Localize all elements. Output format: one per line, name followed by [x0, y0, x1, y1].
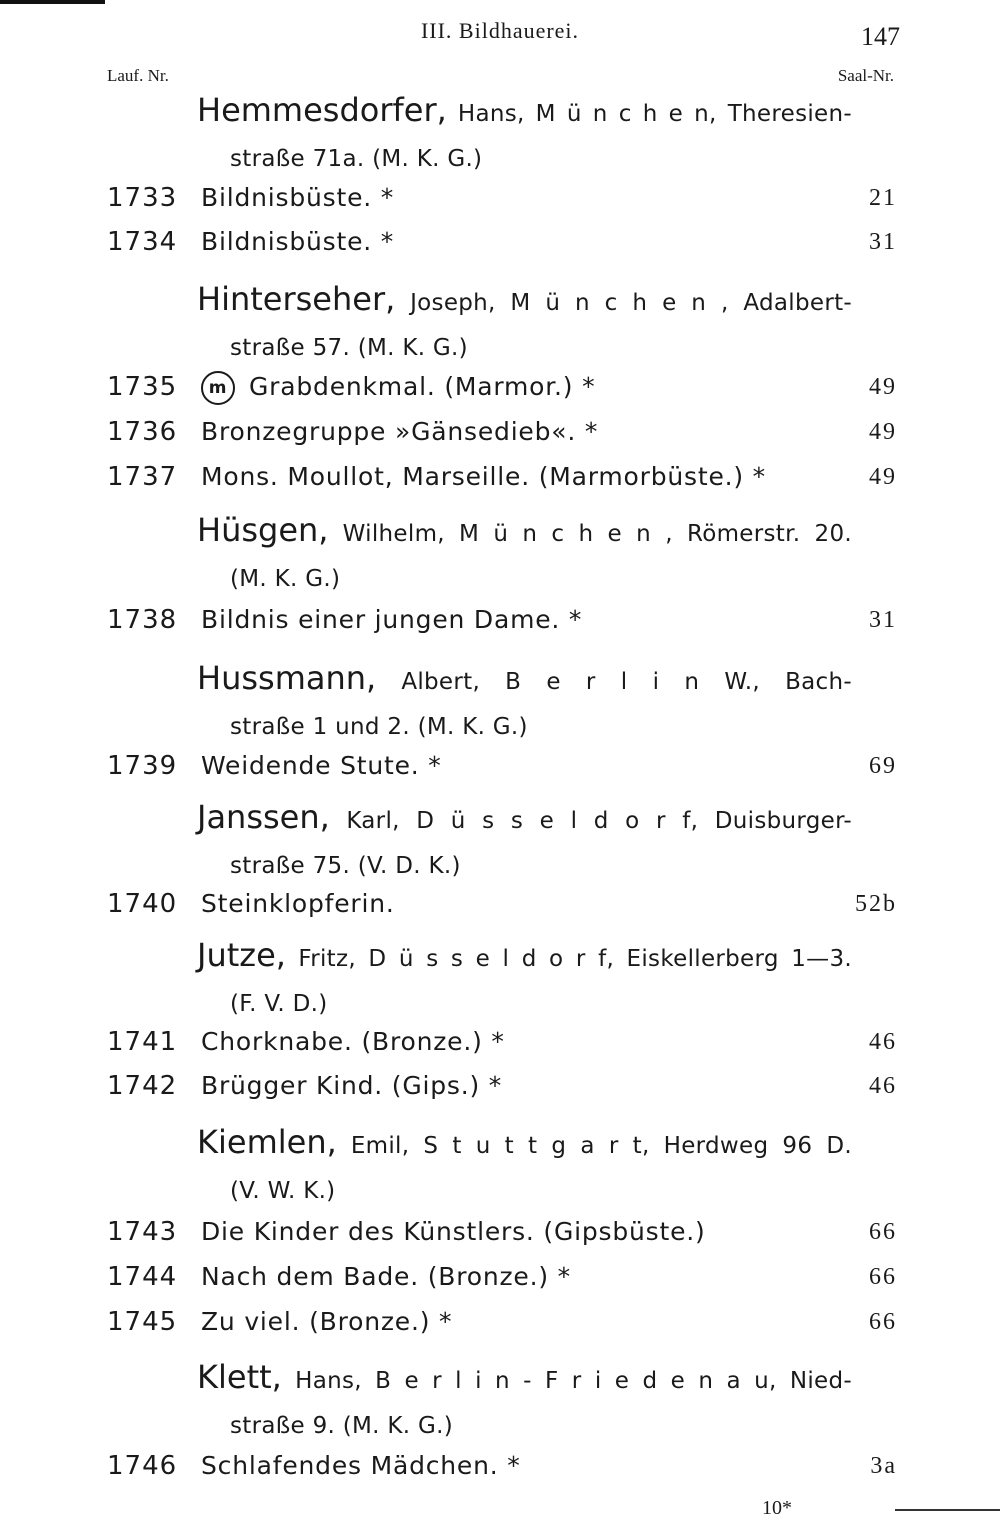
entry-room: 31: [869, 607, 897, 633]
catalog-entry: [107, 411, 897, 453]
artist-name: Hüsgen,: [197, 511, 329, 549]
catalog-entry: [107, 745, 897, 787]
artist-name: Hemmesdorfer,: [197, 91, 447, 129]
entry-number: 1736: [107, 417, 178, 447]
entry-room: 49: [869, 374, 897, 400]
entry-title: Bildnisbüste. *: [201, 183, 395, 212]
catalog-entry: [107, 177, 897, 219]
artist-heading: [197, 508, 852, 602]
entry-title: Zu viel. (Bronze.) *: [201, 1307, 453, 1336]
entry-room: 66: [869, 1264, 897, 1290]
artist-name: Klett,: [197, 1358, 282, 1396]
artist-address-line1: Emil, S t u t t g a r t, Herdweg 96 D.: [350, 1133, 852, 1159]
entry-room: 66: [869, 1309, 897, 1335]
page-number: 147: [861, 22, 900, 51]
artist-address-line2: straße 9. (M. K. G.): [230, 1413, 454, 1439]
artist-name: Hussmann,: [197, 659, 377, 697]
catalog-entry: [107, 1301, 897, 1343]
entry-title: Bildnisbüste. *: [201, 227, 395, 256]
artist-heading: [197, 656, 852, 750]
artist-address-line1: Wilhelm, M ü n c h e n , Römerstr. 20.: [342, 521, 852, 547]
artist-heading: [197, 1120, 852, 1214]
entry-number: 1737: [107, 462, 178, 492]
entry-title: Bildnis einer jungen Dame. *: [201, 605, 583, 634]
entry-room: 21: [869, 185, 897, 211]
entry-title: Die Kinder des Künstlers. (Gipsbüste.): [201, 1217, 706, 1246]
entry-title: Mons. Moullot, Marseille. (Marmorbüste.) *: [201, 462, 766, 491]
artist-heading: [197, 1355, 852, 1449]
medal-monogram-icon: m: [201, 371, 235, 405]
artist-address-line1: Joseph, M ü n c h e n , Adalbert-: [410, 290, 852, 316]
catalog-entry: [107, 1211, 897, 1253]
artist-name: Janssen,: [197, 798, 330, 836]
top-rule: [0, 0, 105, 4]
catalog-entry: [107, 221, 897, 263]
entry-number: 1738: [107, 605, 178, 635]
catalog-entry: [107, 366, 897, 408]
entry-room: 69: [869, 753, 897, 779]
catalog-entry: [107, 1445, 897, 1487]
artist-name: Kiemlen,: [197, 1123, 337, 1161]
entry-number: 1746: [107, 1451, 178, 1481]
entry-title: Weidende Stute. *: [201, 751, 442, 780]
artist-heading: [197, 795, 852, 889]
artist-address-line1: Fritz, D ü s s e l d o r f, Eiskellerberg 1—3.: [298, 946, 852, 972]
artist-address-line1: Karl, D ü s s e l d o r f, Duisburger-: [346, 808, 852, 834]
catalog-entry: [107, 1065, 897, 1107]
artist-address-line2: straße 71a. (M. K. G.): [230, 146, 483, 172]
entry-number: 1744: [107, 1262, 178, 1292]
column-head-saal-nr: Saal-Nr.: [837, 66, 894, 85]
entry-room: 3a: [870, 1453, 897, 1479]
entry-number: 1743: [107, 1217, 178, 1247]
entry-number: 1740: [107, 889, 178, 919]
entry-title: Nach dem Bade. (Bronze.) *: [201, 1262, 571, 1291]
artist-address-line2: straße 1 und 2. (M. K. G.): [230, 714, 528, 740]
artist-address-line1: Hans, M ü n c h e n, Theresien-: [457, 101, 852, 127]
catalog-entry: [107, 1021, 897, 1063]
artist-heading: [197, 277, 852, 371]
entry-number: 1739: [107, 751, 178, 781]
entry-room: 52b: [855, 891, 897, 917]
artist-address-line1: Albert, B e r l i n W., Bach-: [401, 669, 852, 695]
entry-title: Steinklopferin.: [201, 889, 395, 918]
artist-address-line1: Hans, B e r l i n - F r i e d e n a u, Nied-: [295, 1368, 852, 1394]
artist-name: Hinterseher,: [197, 280, 396, 318]
entry-number: 1742: [107, 1071, 178, 1101]
entry-room: 66: [869, 1219, 897, 1245]
column-head-lauf-nr: Lauf. Nr.: [107, 66, 169, 85]
catalog-entry: [107, 599, 897, 641]
signature-mark: 10*: [762, 1497, 792, 1519]
entry-title: Bronzegruppe »Gänsedieb«. *: [201, 417, 599, 446]
entry-room: 46: [869, 1073, 897, 1099]
entry-title: Grabdenkmal. (Marmor.) *: [249, 372, 596, 401]
catalog-entry: [107, 883, 897, 925]
artist-address-line2: (M. K. G.): [230, 566, 341, 592]
entry-number: 1734: [107, 227, 178, 257]
artist-address-line2: (F. V. D.): [230, 991, 328, 1017]
artist-address-line2: straße 75. (V. D. K.): [230, 853, 461, 879]
entry-number: 1741: [107, 1027, 178, 1057]
catalog-entry: [107, 456, 897, 498]
artist-name: Jutze,: [197, 936, 286, 974]
entry-number: 1745: [107, 1307, 178, 1337]
entry-room: 49: [869, 419, 897, 445]
artist-address-line2: (V. W. K.): [230, 1178, 336, 1204]
catalog-entry: [107, 1256, 897, 1298]
running-header: III. Bildhauerei.: [420, 18, 580, 43]
artist-address-line2: straße 57. (M. K. G.): [230, 335, 468, 361]
entry-number: 1735: [107, 372, 178, 402]
entry-room: 49: [869, 464, 897, 490]
artist-heading: [197, 88, 852, 182]
entry-room: 31: [869, 229, 897, 255]
entry-title: Schlafendes Mädchen. *: [201, 1451, 521, 1480]
entry-number: 1733: [107, 183, 178, 213]
entry-room: 46: [869, 1029, 897, 1055]
artist-heading: [197, 933, 852, 1027]
bottom-rule: [895, 1509, 1000, 1511]
entry-title: Chorknabe. (Bronze.) *: [201, 1027, 505, 1056]
entry-title: Brügger Kind. (Gips.) *: [201, 1071, 503, 1100]
